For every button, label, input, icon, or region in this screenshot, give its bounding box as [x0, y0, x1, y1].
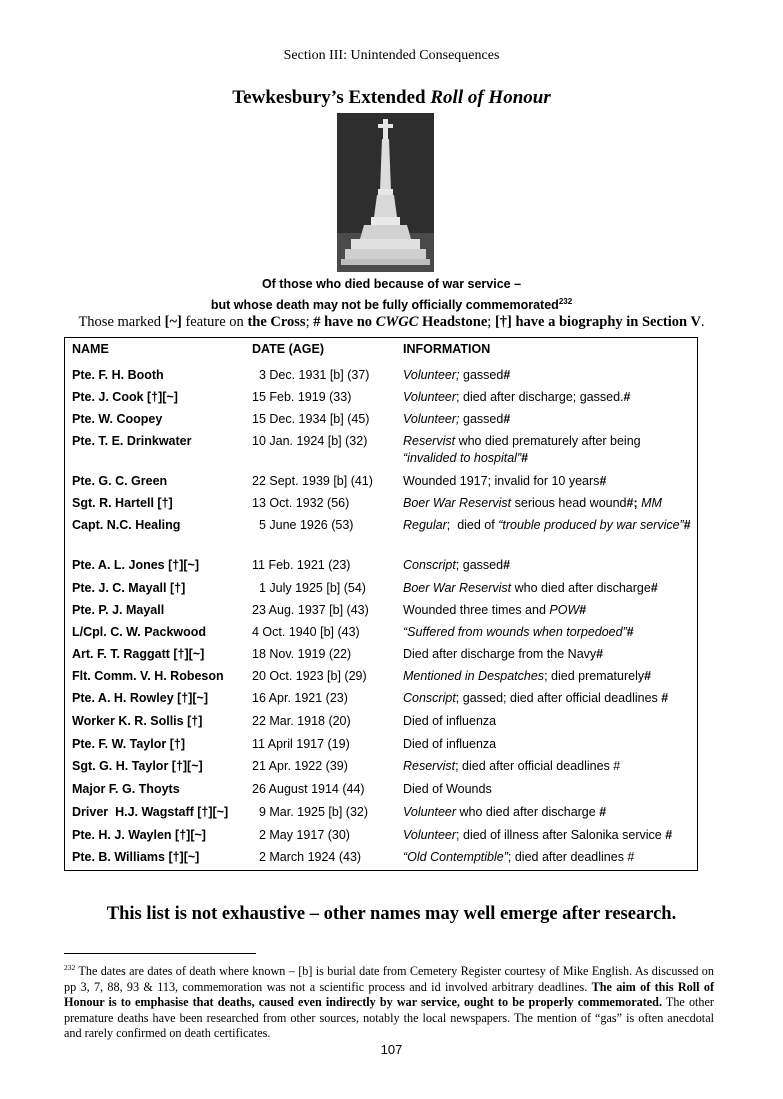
row-info: Boer War Reservist serious head wound#; MM: [403, 496, 662, 510]
row-info: Volunteer who died after discharge #: [403, 805, 607, 819]
row-name: Pte. A. L. Jones [†][~]: [72, 558, 199, 572]
row-name: Pte. F. W. Taylor [†]: [72, 737, 185, 751]
key-text: ;: [487, 314, 495, 330]
row-date: 11 Feb. 1921 (23): [252, 558, 351, 572]
row-date: 11 April 1917 (19): [252, 737, 350, 751]
row-name: Pte. P. J. Mayall: [72, 603, 165, 617]
row-info: Regular; died of “trouble produced by war service”#: [403, 518, 691, 532]
row-info: “Old Contemptible”; died after deadlines #: [403, 850, 635, 864]
subtitle-line-1: Of those who died because of war service –: [261, 277, 522, 291]
row-date: 15 Dec. 1934 [b] (45): [252, 412, 370, 426]
row-date: 22 Mar. 1918 (20): [252, 714, 351, 728]
page-title: [0, 87, 783, 109]
row-name: Flt. Comm. V. H. Robeson: [72, 669, 224, 683]
row-name: Art. F. T. Raggatt [†][~]: [72, 647, 205, 661]
row-info: Boer War Reservist who died after discharge#: [403, 581, 658, 595]
key-hash-label: # have no: [313, 314, 376, 330]
key-cross-symbol: [~]: [164, 314, 182, 330]
row-name: Pte. B. Williams [†][~]: [72, 850, 200, 864]
key-text: Those marked: [78, 314, 165, 330]
memorial-cross-icon: [337, 113, 434, 272]
footnote-number: 232: [64, 963, 76, 972]
row-date: 26 August 1914 (44): [252, 782, 365, 796]
key-cwgc: CWGC: [375, 314, 419, 330]
row-date: 16 Apr. 1921 (23): [252, 691, 348, 705]
row-date: 20 Oct. 1923 [b] (29): [252, 669, 367, 683]
closing-statement: This list is not exhaustive – other names may well emerge after research.: [106, 904, 677, 924]
row-date: 23 Aug. 1937 [b] (43): [252, 603, 369, 617]
key-text: feature on: [181, 314, 248, 330]
header-date: DATE (AGE): [252, 342, 324, 356]
row-info: Conscript; gassed#: [403, 558, 511, 572]
key-cross-label: the Cross: [247, 314, 306, 330]
subtitle-line-2-text: but whose death may not be fully officially commemorated: [210, 298, 559, 313]
row-name: Worker K. R. Sollis [†]: [72, 714, 203, 728]
header-information: INFORMATION: [403, 342, 491, 356]
roll-of-honour-table: [64, 337, 698, 871]
key-text: ;: [305, 314, 314, 330]
footnote: [64, 960, 714, 1042]
row-name: Capt. N.C. Healing: [72, 518, 181, 532]
row-info: Died of influenza: [403, 714, 497, 728]
row-info: Died after discharge from the Navy#: [403, 647, 604, 661]
row-name: Pte. J. Cook [†][~]: [72, 390, 178, 404]
title-italic: Roll of Honour: [430, 87, 551, 108]
row-name: Pte. G. C. Green: [72, 474, 168, 488]
row-date: 21 Apr. 1922 (39): [252, 759, 348, 773]
row-name: Major F. G. Thoyts: [72, 782, 180, 796]
memorial-cross-photo: [337, 113, 434, 272]
row-date: 18 Nov. 1919 (22): [252, 647, 352, 661]
row-name: Pte. H. J. Waylen [†][~]: [72, 828, 206, 842]
footnote-text: The dates are dates of death where known – [b] is burial date from Cemetery Register courtesy of Mike English. As discussed on pp 3, 7, 88, 93 & 113, commemoration was not a scientific process and id involved arbitrary deadlines.: [64, 964, 714, 994]
title-text: Tewkesbury’s Extended: [232, 87, 431, 108]
row-date: 2 March 1924 (43): [252, 850, 362, 864]
row-date: 9 Mar. 1925 [b] (32): [252, 805, 369, 819]
subtitle: [0, 276, 783, 314]
row-date: 15 Feb. 1919 (33): [252, 390, 352, 404]
section-header: Section III: Unintended Consequences: [283, 48, 500, 63]
row-date: 22 Sept. 1939 [b] (41): [252, 474, 373, 488]
row-info: Volunteer; died after discharge; gassed.#: [403, 390, 631, 404]
row-name: Sgt. R. Hartell [†]: [72, 496, 173, 510]
key-dagger-label: [†] have a biography in Section V: [494, 314, 701, 330]
row-info: Wounded 1917; invalid for 10 years#: [403, 474, 607, 488]
row-date: 1 July 1925 [b] (54): [252, 581, 366, 595]
row-info: Volunteer; gassed#: [403, 412, 511, 426]
row-name: Pte. T. E. Drinkwater: [72, 434, 192, 448]
header-name: NAME: [72, 342, 109, 356]
footnote-ref: 232: [558, 297, 573, 306]
row-name: L/Cpl. C. W. Packwood: [72, 625, 207, 639]
key-text: .: [700, 314, 705, 330]
row-date: 13 Oct. 1932 (56): [252, 496, 350, 510]
row-info: Wounded three times and POW#: [403, 603, 587, 617]
key-headstone: Headstone: [418, 314, 488, 330]
row-info: Conscript; gassed; died after official deadlines #: [403, 691, 669, 705]
row-date: 10 Jan. 1924 [b] (32): [252, 434, 368, 448]
row-name: Pte. W. Coopey: [72, 412, 163, 426]
row-info: Volunteer; died of illness after Salonika service #: [403, 828, 673, 842]
subtitle-line-2: [0, 293, 783, 314]
row-name: Pte. A. H. Rowley [†][~]: [72, 691, 209, 705]
row-date: 4 Oct. 1940 [b] (43): [252, 625, 360, 639]
row-name: Pte. F. H. Booth: [72, 368, 164, 382]
row-info: Volunteer; gassed#: [403, 368, 511, 382]
row-date: 5 June 1926 (53): [252, 518, 354, 532]
row-name: Sgt. G. H. Taylor [†][~]: [72, 759, 203, 773]
row-info: Mentioned in Despatches; died prematurely#: [403, 669, 652, 683]
footnote-divider: [64, 953, 256, 954]
row-info: Reservist; died after official deadlines #: [403, 759, 621, 773]
row-date: 3 Dec. 1931 [b] (37): [252, 368, 370, 382]
footnote-emphasis: The aim of this Roll of Honour is to emphasise that deaths, caused even indirectly by war service, ought to be properly commemorated.: [64, 979, 715, 1010]
row-info: Died of Wounds: [403, 782, 492, 796]
row-info: “Suffered from wounds when torpedoed”#: [403, 625, 634, 639]
row-name: Driver H.J. Wagstaff [†][~]: [72, 805, 229, 819]
row-name: Pte. J. C. Mayall [†]: [72, 581, 186, 595]
legend-key: [0, 314, 783, 331]
row-date: 2 May 1917 (30): [252, 828, 350, 842]
row-info: Reservist who died prematurely after being “invalided to hospital”#: [403, 434, 641, 465]
row-info: Died of influenza: [403, 737, 497, 751]
footnote-text: The other premature deaths have been researched from other sources, notably the local newspapers. The mention of “gas” is often anecdotal and rarely confirmed on death certificates.: [64, 995, 714, 1041]
page-number: 107: [380, 1042, 403, 1057]
